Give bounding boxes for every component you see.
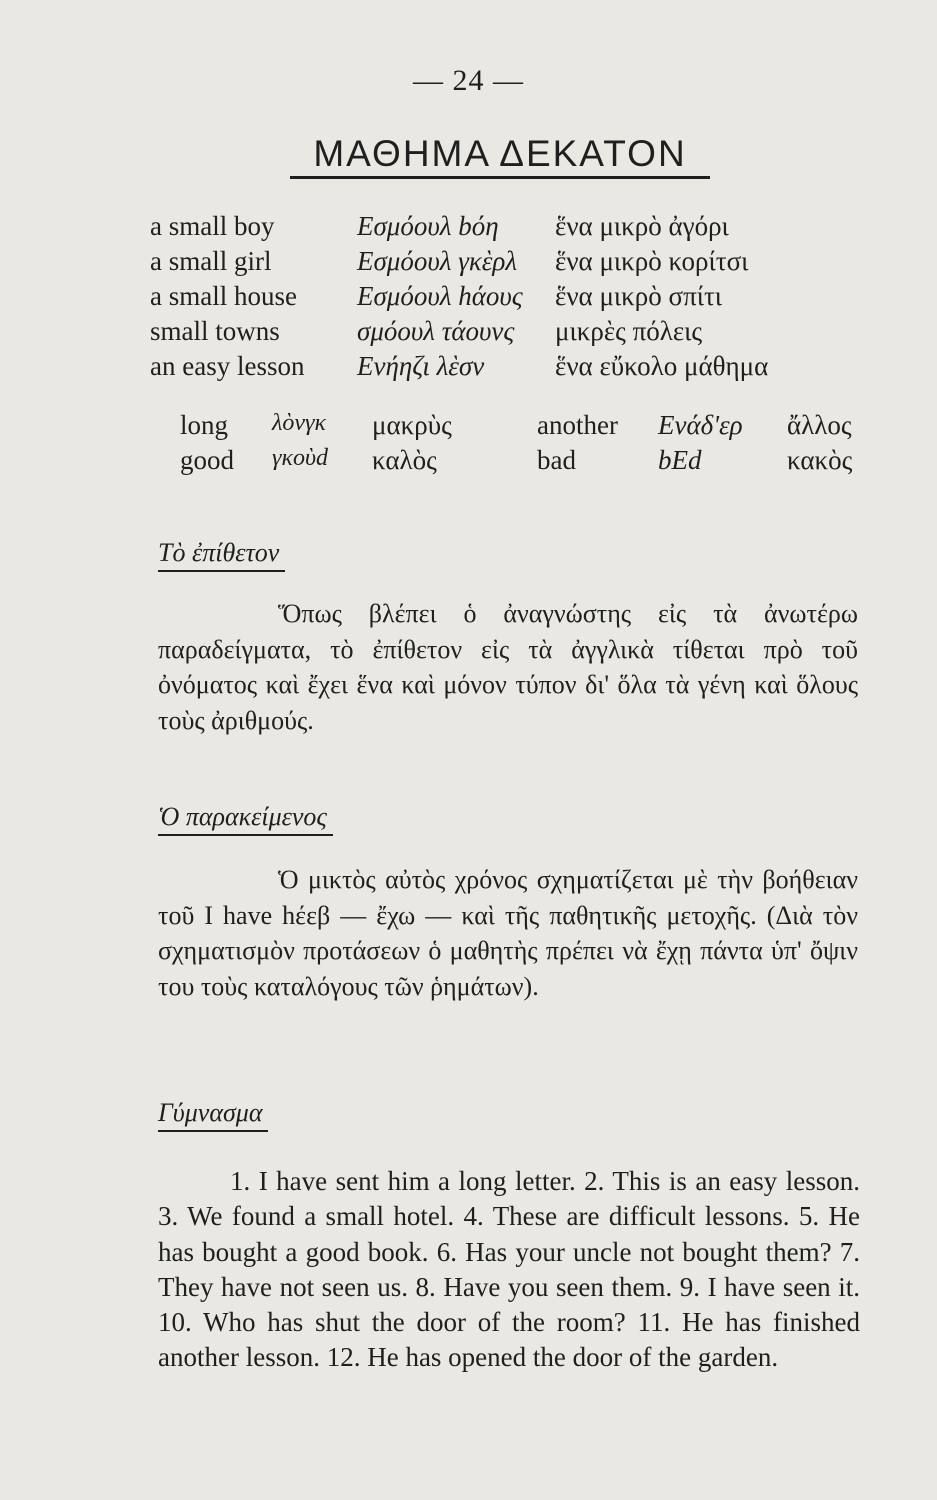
section-heading-adjective: Τὸ ἐπίθετον [158,536,285,572]
adjective-text: Ὅπως βλέπει ὁ ἀναγνώστης εἰς τὰ ἀνωτέρω παραδείγματα, τὸ ἐπίθετον εἰς τὰ ἀγγλικὰ τίθεται πρὸ τοῦ ὀνόματος καὶ ἔχει ἕνα καὶ μόνον τύπον δι' ὅλα τὰ γένη καὶ ὅλους τοὺς ἀριθμούς. [158,599,858,735]
adjective-paragraph [158,596,858,738]
adj-greek-2: κακὸς [787,445,853,475]
adj-greek-2: ἄλλος [787,410,852,440]
vocab-greek: ἕνα μικρὸ κορίτσι [555,246,749,276]
vocab-pronunciation: Εσμόουλ bόη [357,211,499,241]
vocab-greek: ἕνα μικρὸ σπίτι [555,281,723,311]
vocab-greek: ἕνα μικρὸ ἀγόρι [555,211,729,241]
page-number: — 24 — [413,64,524,97]
perfect-text: Ὁ μικτὸς αὐτὸς χρόνος σχηματίζεται μὲ τὴν βοήθειαν τοῦ I have hέεβ — ἔχω — καὶ τῆς παθητικῆς μετοχῆς. (Διὰ τὸν σχηματισμὸν προτάσεων ὁ μαθητὴς πρέπει νὰ ἔχῃ πάντα ὑπ' ὄψιν του τοὺς καταλόγους τῶν ῥημάτων). [158,865,858,1001]
adjective-pair-row [0,445,937,481]
vocab-english: an easy lesson [150,351,305,381]
adj-english: good [180,445,234,475]
vocab-english: small towns [150,316,280,346]
exercise-text: 1. I have sent him a long letter. 2. This is an easy lesson. 3. We found a small hotel. 4. These are difficult lessons. 5. He has bought a good book. 6. Has your uncle not bought them? 7. They have not seen us. 8. Have you seen them. 9. I have seen it. 10. Who has shut the door of the room? 11. He has finished another lesson. 12. He has opened the door of the garden. [158,1166,860,1373]
perfect-paragraph [158,862,858,1004]
vocab-pronunciation: Εσμόουλ γκὲρλ [357,246,518,276]
vocab-english: a small house [150,281,297,311]
vocab-greek: μικρὲς πόλεις [555,316,703,346]
vocab-row [0,351,937,387]
vocab-greek: ἕνα εὔκολο μάθημα [555,351,769,381]
vocab-pronunciation: Ενήηζι λὲσν [357,351,485,381]
adj-pronunciation: γκοὺd [272,445,328,471]
vocab-english: a small girl [150,246,272,276]
exercise-paragraph [158,1164,860,1376]
adj-english-2: another [537,410,618,440]
adj-pronunciation-2: Ενάδ'ερ [658,410,743,440]
vocab-row [0,246,937,282]
vocab-pronunciation: σμόουλ τάουνς [357,316,515,346]
vocab-english: a small boy [150,211,275,241]
vocab-row [0,211,937,247]
adj-english-2: bad [537,445,576,475]
vocab-row [0,316,937,352]
section-heading-exercise: Γύμνασμα [158,1096,268,1132]
adj-greek: μακρὺς [372,410,452,440]
vocab-row [0,281,937,317]
adj-pronunciation-2: bΕd [658,445,702,475]
lesson-title: ΜΑΘΗΜΑ ΔΕΚΑΤΟΝ [290,132,710,179]
vocab-pronunciation: Εσμόουλ hάους [357,281,523,311]
section-heading-perfect: Ὁ παρακείμενος [158,800,333,836]
adj-english: long [180,410,229,440]
adjective-pair-row [0,410,937,446]
adj-greek: καλὸς [372,445,437,475]
adj-pronunciation: λὸνγκ [272,410,327,436]
